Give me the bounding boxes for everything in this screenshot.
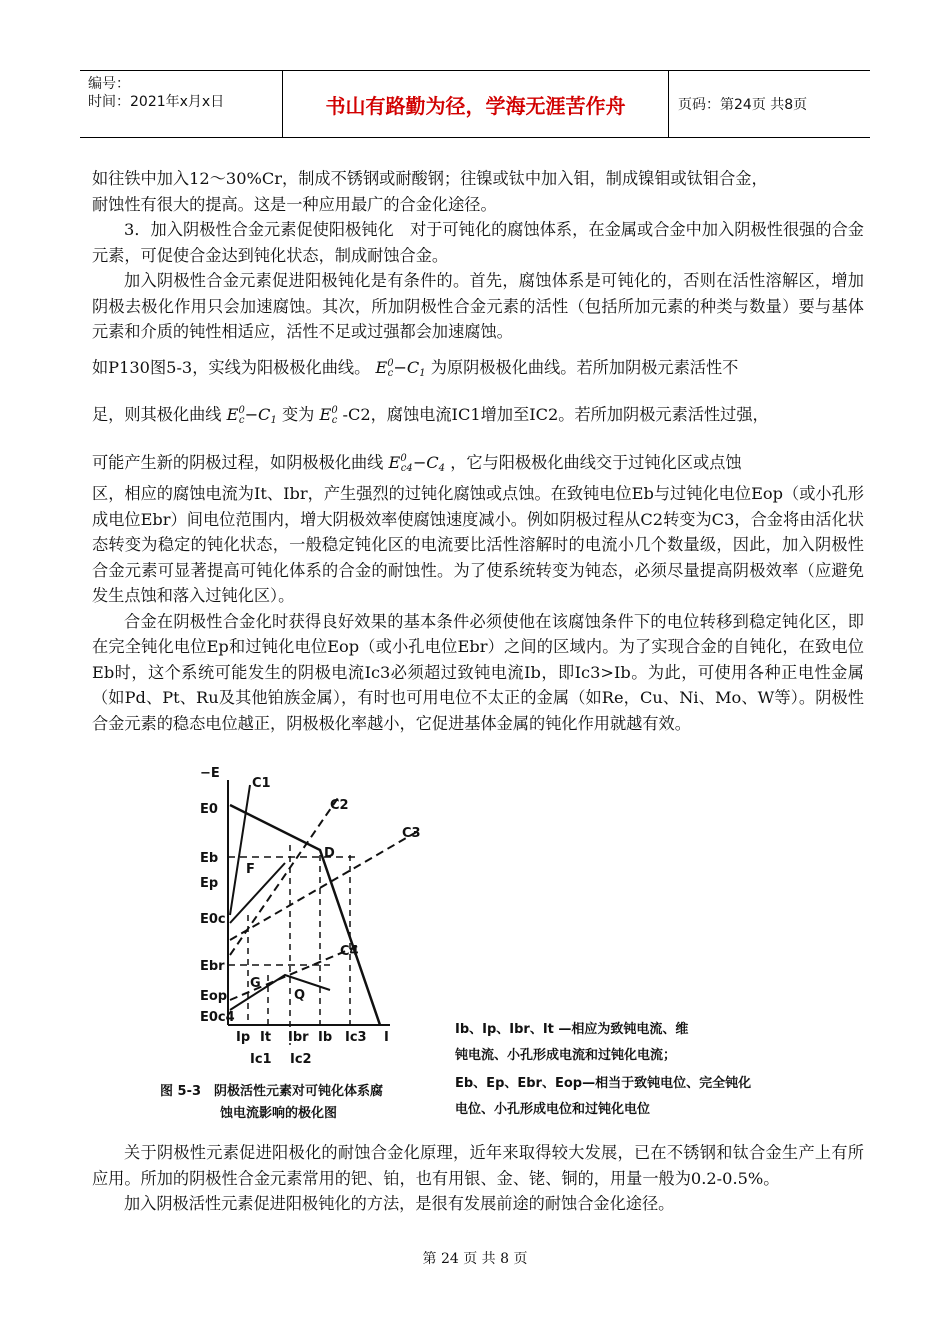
header-meta	[80, 71, 283, 137]
tick-eb: Eb	[200, 851, 219, 866]
label-q: Q	[294, 988, 306, 1003]
tick-ec40: E0c4	[200, 1010, 235, 1025]
page-footer: 第 24 页 共 8 页	[422, 1251, 528, 1267]
paragraph-6: 加入阴极活性元素促进阳极钝化的方法，是很有发展前途的耐蚀合金化途径。	[124, 1194, 675, 1213]
tick-ib: Ib	[318, 1030, 333, 1045]
polarization-diagram	[160, 765, 790, 1140]
tick-ic2: Ic2	[290, 1052, 312, 1067]
number-label: 编号：	[88, 76, 130, 92]
x-axis-label: I	[384, 1030, 389, 1045]
tick-ep: Ep	[200, 876, 219, 891]
header-motto: 书山有路勤为径，学海无涯苦作舟	[283, 71, 669, 137]
document-body	[92, 166, 864, 736]
c1-curve	[230, 785, 250, 915]
document-tail	[92, 1140, 864, 1217]
paragraph-1-line-2: 耐蚀性有很大的提高。这是一种应用最广的合金化途径。	[92, 194, 497, 214]
tick-e0: E0	[200, 802, 218, 817]
formula-ec40-c4: $E^0_{c4}-C_4$	[388, 452, 446, 474]
figure-caption-line-2: 蚀电流影响的极化图	[220, 1106, 338, 1121]
page-header	[80, 70, 870, 138]
p3d-post: ，它与阳极极化曲线交于过钝化区或点蚀	[450, 452, 742, 472]
tick-ip: Ip	[236, 1030, 251, 1045]
y-axis-label: −E	[200, 766, 220, 781]
tick-ic1: Ic1	[250, 1052, 272, 1067]
figure-caption-line-1: 图 5-3 阴极活性元素对可钝化体系腐	[160, 1084, 384, 1099]
tick-ec0: E0c	[200, 912, 226, 927]
label-c1: C1	[252, 776, 271, 791]
legend-line-3: Eb、Ep、Ebr、Eop—相当于致钝电位、完全钝化	[455, 1076, 752, 1091]
tick-ibr: Ibr	[288, 1030, 309, 1045]
paragraph-3a: 加入阴极性合金元素促进阳极钝化是有条件的。首先，腐蚀体系是可钝化的，否则在活性溶解区，增加阴极去极化作用只会加速腐蚀。其次，所加阴极性合金元素的活性（包括所加元素的种类与数量）要与基体元素和介质的钝性相适应，活性不足或过强都会加速腐蚀。	[92, 271, 864, 341]
page-label: 页码：第24页 共8页	[678, 97, 808, 113]
tick-it: It	[260, 1030, 272, 1045]
p3c-mid: 变为	[281, 405, 315, 424]
paragraph-3e: 区，相应的腐蚀电流为It、Ibr，产生强烈的过钝化腐蚀或点蚀。在致钝电位Eb与过钝化电位Eop（或小孔形成电位Ebr）间电位范围内，增大阴极效率使腐蚀速度减小。例如阴极过程从C2转变为C3，合金将由活化状态转变为稳定的钝化状态，一般稳定钝化区的电流要比活性溶解时的电流小几个数量级，因此，加入阴极性合金元素可显著提高可钝化体系的合金的耐蚀性。为了使系统转变为钝态，必须尽量提高阴极效率（应避免发生点蚀和落入过钝化区）。	[92, 484, 864, 605]
legend-line-2: 钝电流、小孔形成电流和过钝化电流；	[455, 1048, 677, 1063]
formula-ec0: $E^0_c$	[319, 405, 338, 426]
label-c3: C3	[402, 826, 421, 841]
paragraph-5: 关于阴极性元素促进阳极化的耐蚀合金化原理，近年来取得较大发展，已在不锈钢和钛合金生产上有所应用。所加的阴极性合金元素常用的钯、铂，也有用银、金、铑、铜的，用量一般为0.2-0.5%。	[92, 1143, 864, 1188]
tick-ebr: Ebr	[200, 959, 225, 974]
formula-ec0-c1: $E^0_c-C_1$	[375, 357, 426, 379]
tick-ic3: Ic3	[345, 1030, 367, 1045]
paragraph-3d	[92, 446, 864, 482]
label-c4: C4	[340, 944, 359, 959]
formula-ec0-c1-b: $E^0_c-C_1$	[226, 405, 277, 426]
figure-5-3	[160, 765, 790, 1140]
paragraph-4: 合金在阴极性合金化时获得良好效果的基本条件必须使他在该腐蚀条件下的电位转移到稳定钝化区，即在完全钝化电位Ep和过钝化电位Eop（或小孔电位Ebr）之间的区域内。为了实现合金的自钝化，在致电位Eb时，这个系统可能发生的阴极电流Ic3必须超过致钝电流Ib，即Ic3>Ib。为此，可使用各种正电性金属（如Pd、Pt、Ru及其他铂族金属），有时也可用电位不太正的金属（如Re，Cu、Ni、Mo、W等）。阴极性合金元素的稳态电位越正，阴极极化率越小，它促进基体金属的钝化作用就越有效。	[92, 611, 864, 733]
p3c-post: -C2，腐蚀电流IC1增加至IC2。若所加阴极元素活性过强，	[342, 405, 769, 424]
p3d-pre: 可能产生新的阴极过程，如阴极极化曲线	[92, 452, 384, 472]
label-g: G	[250, 976, 261, 991]
paragraph-3b	[92, 351, 864, 387]
p3b-post: 为原阴极极化曲线。若所加阴极元素活性不	[430, 357, 739, 377]
legend-line-4: 电位、小孔形成电位和过钝化电位	[455, 1102, 651, 1117]
paragraph-3c	[92, 398, 864, 434]
paragraph-1-line-1: 如往铁中加入12～30%Cr，制成不锈钢或耐酸钢；往镍或钛中加入钼，制成镍钼或钛钼合金，	[92, 169, 768, 188]
legend-line-1: Ib、Ip、Ibr、It —相应为致钝电流、维	[455, 1022, 689, 1037]
paragraph-2: 3．加入阴极性合金元素促使阳极钝化 对于可钝化的腐蚀体系，在金属或合金中加入阴极性很强的合金元素，可促使合金达到钝化状态，制成耐蚀合金。	[92, 220, 864, 265]
tick-eop: Eop	[200, 989, 228, 1004]
date-label: 时间：2021年x月x日	[88, 94, 225, 110]
label-d: D	[324, 846, 335, 861]
anodic-lower	[230, 975, 330, 1010]
p3c-pre: 足，则其极化曲线	[92, 405, 222, 424]
label-c2: C2	[330, 798, 349, 813]
label-f: F	[246, 862, 255, 877]
p3b-pre: 如P130图5-3，实线为阳极极化曲线。	[92, 357, 371, 377]
